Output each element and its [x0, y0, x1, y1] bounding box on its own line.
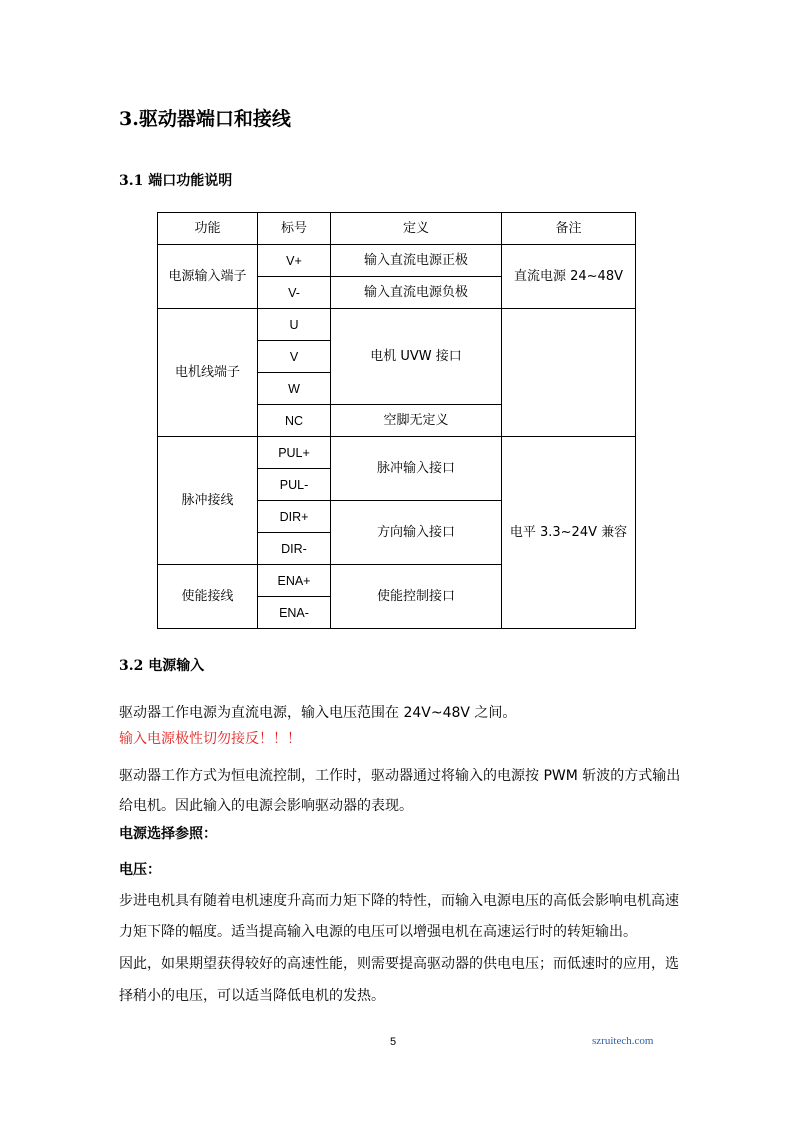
- note-motor-empty: [502, 309, 636, 437]
- note-power: 直流电源 24~48V: [502, 245, 636, 309]
- def-nc: 空脚无定义: [331, 405, 502, 437]
- paragraph-torque-line1: 步进电机具有随着电机速度升高而力矩下降的特性，而输入电源电压的高低会影响电机高速: [119, 893, 679, 909]
- def-direction: 方向输入接口: [331, 501, 502, 565]
- paragraph-speed-line1: 因此，如果期望获得较好的高速性能，则需要提高驱动器的供电电压；而低速时的应用，选: [119, 956, 679, 972]
- def-pulse: 脉冲输入接口: [331, 437, 502, 501]
- website-link[interactable]: szruitech.com: [592, 1035, 654, 1047]
- paragraph-speed-line2: 择稍小的电压，可以适当降低电机的发热。: [119, 988, 385, 1004]
- label-w: W: [258, 373, 331, 405]
- subsection-title-ports: 3.1 端口功能说明: [119, 173, 233, 189]
- header-remark: 备注: [502, 213, 636, 245]
- label-pul-plus: PUL+: [258, 437, 331, 469]
- header-function: 功能: [158, 213, 258, 245]
- group-power-name: 电源输入端子: [158, 245, 258, 309]
- port-function-table: [157, 212, 636, 629]
- subsection-title-power: 3.2 电源输入: [119, 658, 205, 674]
- label-nc: NC: [258, 405, 331, 437]
- paragraph-pwm-line1: 驱动器工作方式为恒电流控制，工作时，驱动器通过将输入的电源按 PWM 斩波的方式输出: [119, 768, 681, 784]
- group-enable-name: 使能接线: [158, 565, 258, 629]
- header-definition: 定义: [331, 213, 502, 245]
- page-number: 5: [390, 1036, 397, 1048]
- label-ena-minus: ENA-: [258, 597, 331, 629]
- paragraph-voltage-range: 驱动器工作电源为直流电源，输入电压范围在 24V~48V 之间。: [119, 705, 517, 721]
- label-dir-minus: DIR-: [258, 533, 331, 565]
- voltage-title: 电压：: [119, 862, 161, 878]
- group-motor-name: 电机线端子: [158, 309, 258, 437]
- def-v-minus: 输入直流电源负极: [331, 277, 502, 309]
- section-title: 3.驱动器端口和接线: [119, 108, 291, 130]
- group-pulse-name: 脉冲接线: [158, 437, 258, 565]
- label-v: V: [258, 341, 331, 373]
- def-v-plus: 输入直流电源正极: [331, 245, 502, 277]
- power-selection-title: 电源选择参照：: [119, 826, 217, 842]
- note-signal-level: 电平 3.3~24V 兼容: [502, 437, 636, 629]
- paragraph-pwm-line2: 给电机。因此输入的电源会影响驱动器的表现。: [119, 798, 413, 814]
- label-dir-plus: DIR+: [258, 501, 331, 533]
- def-uvw: 电机 UVW 接口: [331, 309, 502, 405]
- def-enable: 使能控制接口: [331, 565, 502, 629]
- table-row: [158, 309, 636, 341]
- table-header-row: [158, 213, 636, 245]
- label-u: U: [258, 309, 331, 341]
- label-ena-plus: ENA+: [258, 565, 331, 597]
- header-label: 标号: [258, 213, 331, 245]
- label-pul-minus: PUL-: [258, 469, 331, 501]
- label-v-plus: V+: [258, 245, 331, 277]
- table-row: [158, 437, 636, 469]
- table-row: [158, 245, 636, 277]
- label-v-minus: V-: [258, 277, 331, 309]
- paragraph-torque-line2: 力矩下降的幅度。适当提高输入电源的电压可以增强电机在高速运行时的转矩输出。: [119, 924, 637, 940]
- polarity-warning: 输入电源极性切勿接反！！！: [119, 731, 301, 747]
